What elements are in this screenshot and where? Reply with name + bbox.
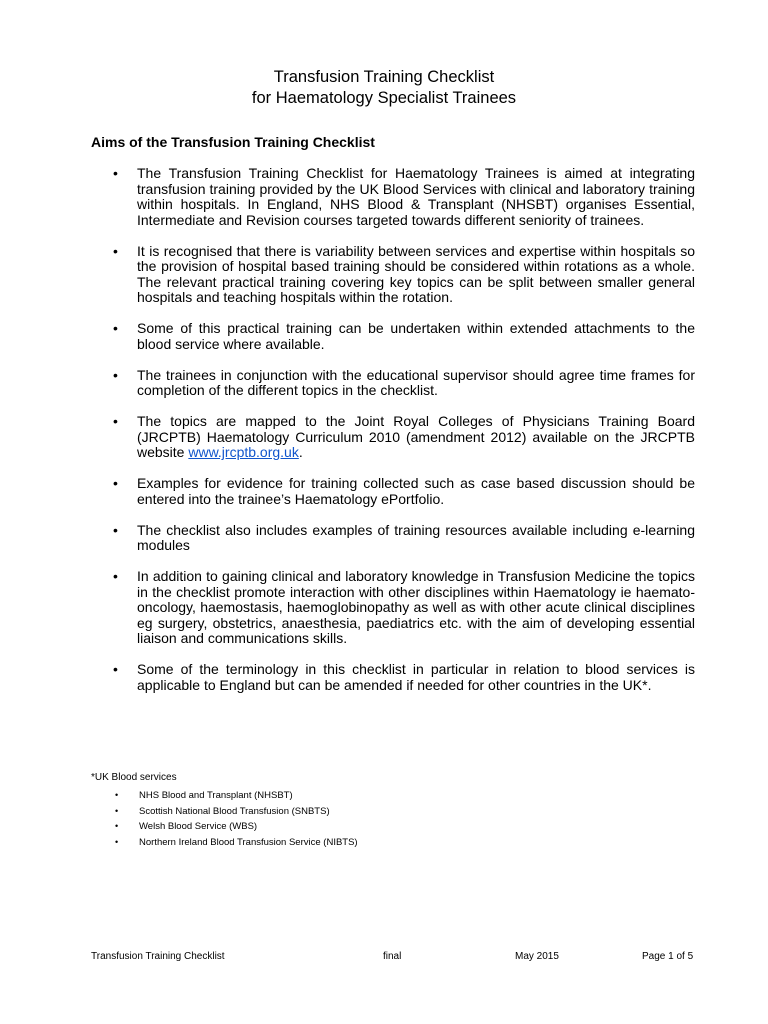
bullet-icon: • bbox=[113, 320, 118, 336]
page-subtitle: for Haematology Specialist Trainees bbox=[251, 89, 517, 107]
footer-page-number: Page 1 of 5 bbox=[642, 951, 694, 962]
aim-text: The trainees in conjunction with the educational supervisor should agree time frames for completion of the different topics in the checklist. bbox=[137, 366, 695, 398]
aims-list bbox=[91, 166, 695, 709]
bullet-icon: • bbox=[113, 475, 118, 491]
aims-list-item bbox=[91, 244, 695, 306]
bullet-icon: • bbox=[115, 790, 119, 800]
blood-service-item bbox=[91, 835, 358, 851]
bullet-icon: • bbox=[113, 366, 118, 383]
blood-service-label: Northern Ireland Blood Transfusion Service (NIBTS) bbox=[139, 837, 358, 849]
aim-text-end: . bbox=[298, 444, 303, 460]
bullet-icon: • bbox=[113, 568, 118, 584]
page-title: Transfusion Training Checklist bbox=[273, 68, 495, 86]
aim-text: The Transfusion Training Checklist for Haematology Trainees is aimed at integrating transfusion training provided by the UK Blood Services with clinical and laboratory training within hospitals. In England, NHS Blood & Transplant (NHSBT) organises Essential, Intermediate and Revision courses targeted towards different seniority of trainees. bbox=[137, 165, 695, 228]
bullet-icon: • bbox=[113, 242, 118, 259]
bullet-icon: • bbox=[115, 805, 119, 816]
aims-list-item bbox=[91, 321, 695, 352]
footer-status: final bbox=[383, 951, 402, 962]
aim-text: It is recognised that there is variability between services and expertise within hospitals so the provision of hospital based training should be considered within rotations as a whole. The relevant practical training covering key topics can be split between smaller general hospitals and teaching hospitals within the rotation. bbox=[137, 242, 695, 305]
aim-text: Some of this practical training can be undertaken within extended attachments to the blood service where available. bbox=[137, 320, 695, 352]
bullet-icon: • bbox=[113, 521, 118, 538]
bullet-icon: • bbox=[113, 165, 118, 181]
bullet-icon: • bbox=[113, 413, 118, 429]
jrcptb-link[interactable]: www.jrcptb.org.uk bbox=[188, 444, 299, 460]
aim-text: The topics are mapped to the Joint Royal Colleges of Physicians Training Board (JRCPTB) Haematology Curriculum 2010 (amendment 2012) available on the JRCPTB website bbox=[137, 413, 695, 460]
aims-list-item bbox=[91, 166, 695, 228]
bullet-icon: • bbox=[115, 837, 119, 848]
aim-text: Some of the terminology in this checklist in particular in relation to blood services is applicable to England but can be amended if needed for other countries in the UK*. bbox=[137, 661, 695, 693]
blood-service-label: Welsh Blood Service (WBS) bbox=[139, 821, 258, 833]
footnote-title: *UK Blood services bbox=[91, 772, 177, 783]
aims-list-item bbox=[91, 476, 695, 507]
blood-services-list bbox=[91, 788, 358, 851]
bullet-icon: • bbox=[115, 821, 119, 832]
footer-date: May 2015 bbox=[515, 951, 559, 962]
footer-doc-title: Transfusion Training Checklist bbox=[91, 951, 225, 962]
blood-service-label: Scottish National Blood Transfusion (SNBTS) bbox=[139, 805, 330, 817]
aims-list-item bbox=[91, 368, 695, 399]
aim-text: Examples for evidence for training collected such as case based discussion should be entered into the trainee’s Haematology ePortfolio. bbox=[137, 475, 695, 507]
aim-text: In addition to gaining clinical and laboratory knowledge in Transfusion Medicine the topics in the checklist promote interaction with other disciplines within Haematology ie haemato-oncology, haemostasis, haemoglobinopathy as well as with other acute clinical disciplines eg surgery, obstetrics, anaesthesia, paediatrics etc. with the aim of developing essential liaison and communications skills. bbox=[137, 568, 695, 646]
bullet-icon: • bbox=[113, 661, 118, 677]
blood-service-label: NHS Blood and Transplant (NHSBT) bbox=[139, 790, 293, 801]
aims-list-item bbox=[91, 414, 695, 461]
blood-service-item bbox=[91, 804, 358, 820]
aims-list-item bbox=[91, 523, 695, 554]
blood-service-item bbox=[91, 819, 358, 835]
aim-text: The checklist also includes examples of training resources available including e-learning modules bbox=[137, 521, 695, 553]
aims-list-item bbox=[91, 569, 695, 647]
blood-service-item bbox=[91, 788, 358, 804]
section-heading: Aims of the Transfusion Training Checklist bbox=[91, 134, 375, 150]
aims-list-item bbox=[91, 662, 695, 693]
